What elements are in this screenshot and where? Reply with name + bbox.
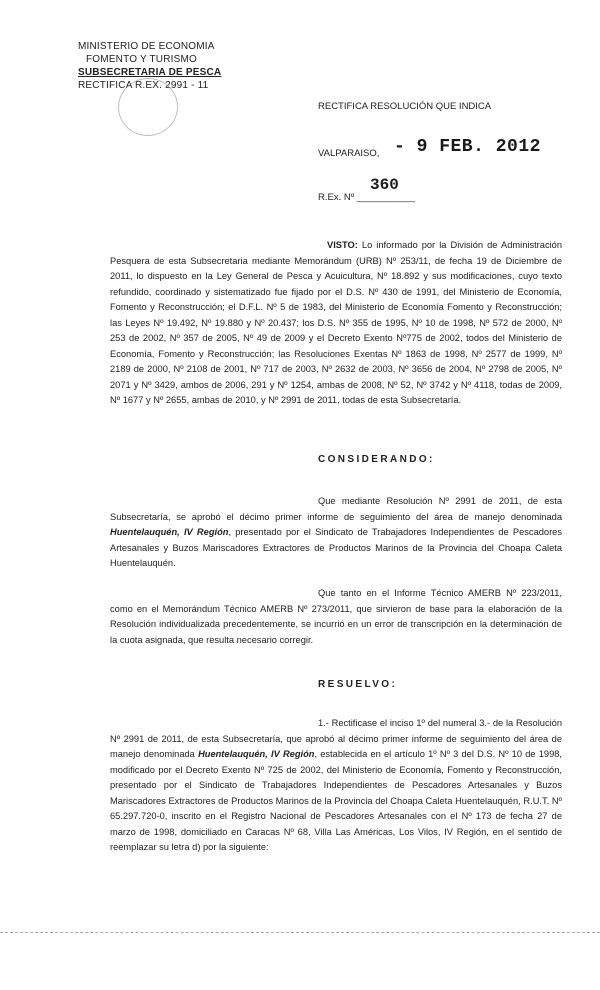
document-subject: RECTIFICA RESOLUCIÓN QUE INDICA [318,101,492,112]
ministry-line-3: SUBSECRETARIA DE PESCA [78,67,222,78]
considerando-p1-text-b: , presentado por el Sindicato de Trabajadores Independientes de Pescadores Artesanales y Buzos Mariscadores Extractores de Productos Marinos de la Provincia del Choapa Caleta Huentelauquén. [110,527,562,568]
resuelvo-text-a: Resolución Nº 2991 de 2011, de esta Subsecretaría, que aprobó al décimo primer informe de seguimiento del área de manejo denominada [110,718,562,759]
visto-label: VISTO: [327,240,358,250]
ministry-line-2: FOMENTO Y TURISMO [86,54,198,65]
resuelvo-heading: RESUELVO: [318,679,398,690]
place-label: VALPARAISO, [318,148,380,159]
resolution-label: R.Ex. Nº ___________ [318,192,415,203]
considerando-p1-text-a: Subsecretaría, se aprobó el décimo primer informe de seguimiento del área de manejo denominada [110,511,562,522]
ministry-line-1: MINISTERIO DE ECONOMIA [78,41,215,52]
considerando-paragraph-1 [110,494,562,572]
considerando-p2-lead: Que tanto en el Informe Técnico AMERB Nº [318,588,517,598]
visto-paragraph [110,238,562,409]
resuelvo-lead: 1.- Rectificase el inciso 1º del numeral 3.- de la [318,718,514,728]
considerando-paragraph-2 [110,586,562,648]
ministry-line-4: RECTIFICA R.EX. 2991 - 11 [78,80,209,91]
area-name: Huentelauquén, IV Región [110,527,229,537]
considerando-p2-text: 223/2011, como en el Memorándum Técnico AMERB Nº 273/2011, que sirvieron de base para la elaboración de la Resolución individualizada precedentemente, se incurrió en un error de transcripción en la determinación de la cuota asignada, que resulta necesario corregir. [110,588,562,645]
visto-text: Lo informado por la División de Administración Pesquera de esta Subsecretaria mediante Memorándum (URB) Nº 253/11, de fecha 19 de Diciembre de 2011, lo dispuesto en la Ley General de Pesca y Acuicultura, Nº 18.892 y sus modificaciones, cuyo texto refundido, coordinado y sistematizado fue fijado por el D.S. Nº 430 de 1991, del Ministerio de Economía, Fomento y Reconstrucción; el D.F.L. Nº 5 de 1983, del Ministerio de Economía Fomento y Reconstrucción; las Leyes Nº 19.492, Nº 19.880 y Nº 20.437; los D.S. Nº 355 de 1995, Nº 10 de 1998, Nº 572 de 2000, Nº 253 de 2002, Nº 357 de 2005, Nº 49 de 2009 y el Decreto Exento Nº775 de 2002, todos del Ministerio de Economía, Fomento y Reconstrucción; las Resoluciones Exentas Nº 1863 de 1998, Nº 2577 de 1999, Nº 2189 de 2000, Nº 2108 de 2001, Nº 717 de 2003, Nº 2632 de 2003, Nº 3656 de 2004, Nº 2798 de 2005, Nº 2071 y Nº 3429, ambos de 2006, 291 y Nº 1254, ambas de 2008, Nº 52, Nº 3742 y Nº 4118, todas de 2009, Nº 1677 y Nº 2655, ambas de 2010, y Nº 2991 de 2011, todas de esta Subsecretaría. [110,240,562,405]
considerando-heading: CONSIDERANDO: [318,454,435,465]
stamped-date: - 9 FEB. 2012 [394,137,541,157]
resolution-number: 360 [370,176,399,194]
resuelvo-paragraph [110,716,562,856]
page-fold-line [0,932,600,933]
considerando-p1-lead: Que mediante Resolución Nº 2991 de 2011, de esta [318,496,562,506]
resuelvo-text-b: , establecida en el artículo 1º Nº 3 del D.S. Nº 10 de 1998, modificado por el Decreto Exento Nº 725 de 2002, del Ministerio de Economía, Fomento y Reconstrucción, presentado por el Sindicato de Trabajadores Independientes de Pescadores Artesanales y Buzos Mariscadores Extractores de Productos Marinos de la Provincia del Choapa Caleta Huentelauquén, R.U.T. Nº 65.297.720-0, inscrito en el Registro Nacional de Pescadores Artesanales con el Nº 173 de fecha 27 de marzo de 1998, domiciliado en Caracas Nº 68, Villa Las Américas, Los Vilos, IV Región, en el sentido de reemplazar su letra d) por la siguiente: [110,749,563,852]
resuelvo-area-name: Huentelauquén, IV Región [198,749,315,759]
